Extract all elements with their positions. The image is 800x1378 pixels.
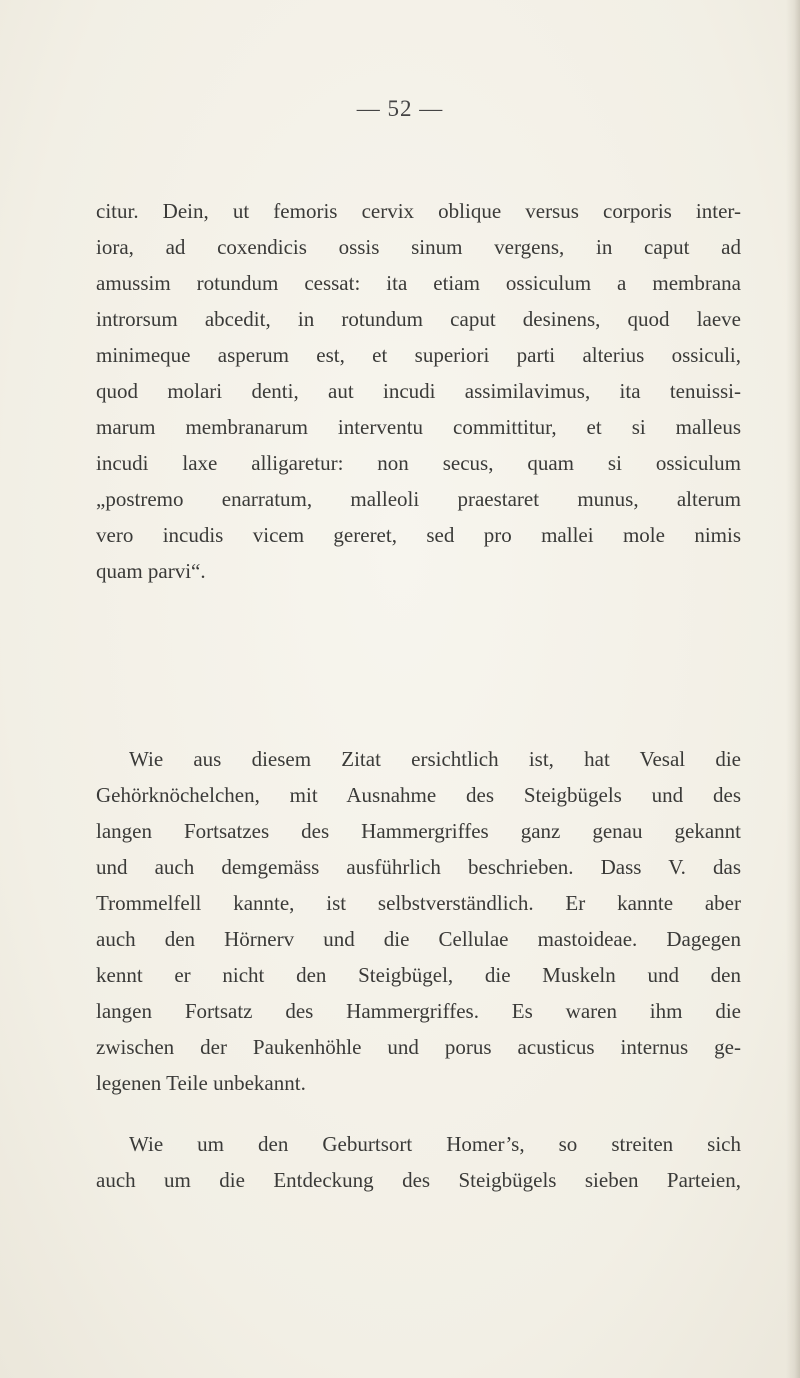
- text-line: incudi laxe alligaretur: non secus, quam si ossiculum: [96, 451, 741, 475]
- text-line: quod molari denti, aut incudi assimilavimus, ita tenuissi-: [96, 379, 741, 403]
- page-number: — 52 —: [356, 96, 444, 121]
- text-line: Trommelfell kannte, ist selbstverständlich. Er kannte aber: [96, 891, 741, 915]
- text-line: introrsum abcedit, in rotundum caput desinens, quod laeve: [96, 307, 741, 331]
- paragraph-homer: [96, 1126, 741, 1198]
- text-line: iora, ad coxendicis ossis sinum vergens, in caput ad: [96, 235, 741, 259]
- text-line: Wie aus diesem Zitat ersichtlich ist, hat Vesal die: [129, 747, 741, 771]
- text-line: langen Fortsatzes des Hammergriffes ganz genau gekannt: [96, 819, 741, 843]
- text-line: marum membranarum interventu committitur, et si malleus: [96, 415, 741, 439]
- text-line: zwischen der Paukenhöhle und porus acusticus internus ge-: [96, 1035, 741, 1059]
- page-edge-shadow: [786, 0, 800, 1378]
- text-line: quam parvi“.: [96, 559, 206, 583]
- text-line: Wie um den Geburtsort Homer’s, so streiten sich: [129, 1132, 741, 1156]
- text-line: „postremo enarratum, malleoli praestaret munus, alterum: [96, 487, 741, 511]
- text-line: kennt er nicht den Steigbügel, die Muskeln und den: [96, 963, 741, 987]
- paragraph-latin-quote: [96, 193, 741, 589]
- text-line: Gehörknöchelchen, mit Ausnahme des Steigbügels und des: [96, 783, 741, 807]
- text-line: und auch demgemäss ausführlich beschrieben. Dass V. das: [96, 855, 741, 879]
- text-line: auch um die Entdeckung des Steigbügels sieben Parteien,: [96, 1168, 741, 1192]
- text-line: legenen Teile unbekannt.: [96, 1071, 306, 1095]
- text-line: vero incudis vicem gereret, sed pro mallei mole nimis: [96, 523, 741, 547]
- text-line: minimeque asperum est, et superiori parti alterius ossiculi,: [96, 343, 741, 367]
- text-line: auch den Hörnerv und die Cellulae mastoideae. Dagegen: [96, 927, 741, 951]
- paragraph-vesal: [96, 741, 741, 1101]
- text-line: amussim rotundum cessat: ita etiam ossiculum a membrana: [96, 271, 741, 295]
- text-line: citur. Dein, ut femoris cervix oblique versus corporis inter-: [96, 199, 741, 223]
- text-line: langen Fortsatz des Hammergriffes. Es waren ihm die: [96, 999, 741, 1023]
